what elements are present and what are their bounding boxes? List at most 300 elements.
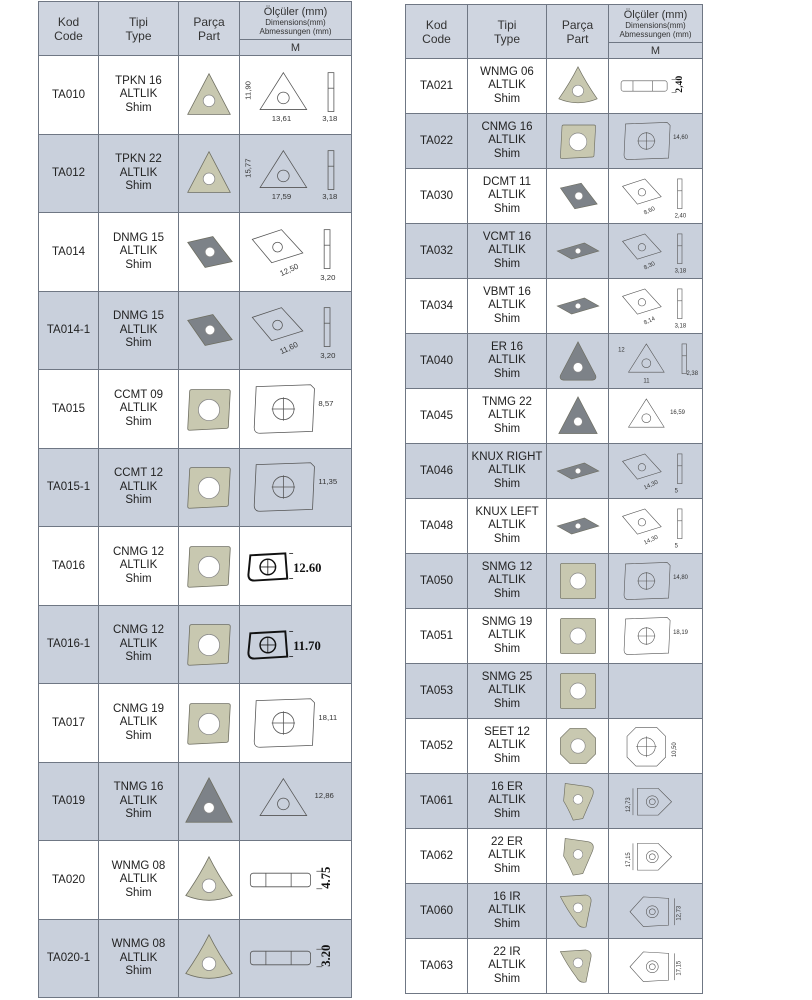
type-line: Shim [493,202,521,215]
part-image-cell [179,56,240,135]
header-part [547,5,609,59]
er-shim-shim-picture [554,832,602,880]
table-row [406,59,703,114]
dimension-value: 12,86 [313,791,334,801]
dimension-value: 12,73 [676,905,683,921]
ir-shim-shim-picture [554,887,602,935]
table-row [406,554,703,609]
dimension-drawing-cell [609,389,703,444]
dimension-drawing-cell [609,279,703,334]
part-image-cell [179,370,240,449]
dimension-value: 3,20 [319,351,335,361]
dimension-drawing-cell [609,224,703,279]
type-line: CNMG 12 [112,624,165,636]
type-line: Shim [493,257,521,270]
dimension-value: 14,30 [642,534,659,547]
type-line: ALTLIK [119,166,158,179]
triangle-hole-shim-picture [180,144,238,202]
table-row [406,774,703,829]
dimension-value: 13,61 [271,113,291,123]
product-type [468,884,547,939]
table-row [39,370,352,449]
dimension-drawing-cell [609,59,703,114]
table-row [406,939,703,994]
header-code-en: Code [422,31,451,46]
dimension-value: 4.75 [318,866,333,889]
dimension-value: 11,35 [317,477,337,487]
type-line: Shim [493,862,521,875]
table-row [39,291,352,370]
header-dim-m: M [609,43,703,59]
dimension-value: 8,14 [642,316,656,327]
part-image-cell [179,527,240,606]
type-line: ALTLIK [119,637,158,650]
table-row [406,279,703,334]
type-line: WNMG 08 [111,859,166,872]
product-code: TA020-1 [39,919,99,998]
type-line: Shim [493,422,521,435]
type-line: Shim [493,312,521,325]
type-line: 22 IR [493,945,521,958]
header-dim-tr: Ölçüler (mm) [263,5,328,18]
part-image-cell [547,609,609,664]
dimension-value: 18,19 [672,629,688,636]
square-drawing [242,375,350,443]
header-code-tr: Kod [57,14,80,29]
product-code: TA010 [39,56,99,135]
product-type [99,291,179,370]
dimension-drawing-cell [609,444,703,499]
header-type-tr: Tipi [129,14,148,29]
dimension-value: 14,30 [642,479,659,492]
type-line: 16 ER [491,780,523,793]
type-line: Shim [493,367,521,380]
dimension-value: 3,20 [319,272,335,282]
part-image-cell [179,213,240,292]
type-line: Shim [493,587,521,600]
part-image-cell [547,719,609,774]
square-drawing [242,689,350,757]
product-code: TA016-1 [39,605,99,684]
dimension-drawing-cell [609,939,703,994]
product-code: TA046 [406,444,468,499]
type-line: Shim [493,92,521,105]
part-image-cell [547,169,609,224]
type-line: CCMT 09 [114,388,163,401]
product-type [99,213,179,292]
table-row [406,169,703,224]
product-code: TA030 [406,169,468,224]
square-drawing-bold [242,610,350,678]
type-line: Shim [125,572,152,585]
product-type [468,939,547,994]
type-line: ALTLIK [488,134,526,147]
type-line: ALTLIK [488,904,526,917]
dimension-value: 2,40 [673,75,685,93]
header-type-tr: Tipi [497,17,517,32]
type-line: Shim [493,972,521,985]
table-row [39,605,352,684]
header-part [179,2,240,56]
part-image-cell [179,291,240,370]
product-type [468,719,547,774]
dimension-drawing-cell [240,213,352,292]
triangle-dark-shim-picture [180,772,238,830]
dimension-value: 15,77 [242,158,252,179]
product-code: TA062 [406,829,468,884]
product-code: TA061 [406,774,468,829]
square-hole-shim-picture [180,380,238,438]
part-image-cell [547,499,609,554]
part-image-cell [179,605,240,684]
product-code: TA052 [406,719,468,774]
type-line: Shim [493,642,521,655]
type-line: ALTLIK [488,79,526,92]
type-line: ALTLIK [488,849,526,862]
type-line: Shim [493,752,521,765]
type-line: ALTLIK [119,480,158,493]
type-line: ALTLIK [488,519,526,532]
type-line: Shim [125,337,152,349]
part-image-cell [547,829,609,884]
dimension-value: 14,80 [672,574,688,581]
table-row [406,224,703,279]
type-line: KNUX RIGHT [471,450,543,463]
rhombus-dark-shim-picture [180,301,238,359]
none [611,665,701,717]
header-dimensions [609,5,703,43]
product-code: TA060 [406,884,468,939]
square-drawing [611,115,701,167]
type-line: Shim [125,180,152,192]
right-table-body [406,59,703,994]
type-line: ALTLIK [488,794,526,807]
dimension-value: 8,60 [642,206,656,217]
dimension-value: 11,60 [277,340,299,357]
dimension-drawing-cell [240,841,352,920]
part-image-cell [547,389,609,444]
type-line: ALTLIK [488,299,526,312]
part-image-cell [547,554,609,609]
type-line: ALTLIK [488,354,526,367]
type-line: ALTLIK [488,684,526,697]
dimension-value: 17,15 [625,852,632,868]
trigon-hole-shim-picture [554,62,602,110]
trigon-hole-shim-picture [180,851,238,909]
er-drawing [611,775,701,827]
header-type-en: Type [125,28,152,43]
dimension-value: 2,38 [685,371,698,378]
rhombus-drawing [611,445,701,497]
header-type [468,5,547,59]
square-drawing [611,610,701,662]
dimension-drawing-cell [609,169,703,224]
dimension-drawing-cell [240,370,352,449]
type-line: ALTLIK [488,464,526,477]
type-line: Shim [125,651,152,663]
type-line: Shim [493,532,521,545]
product-type [99,841,179,920]
part-image-cell [547,664,609,719]
type-line: Shim [125,258,152,271]
table-row [39,919,352,998]
product-code: TA020 [39,841,99,920]
type-line: ALTLIK [119,794,158,807]
thin-rhombus-shim-picture [554,447,602,495]
type-line: CCMT 12 [114,467,163,479]
ir-drawing [611,885,701,937]
table-row [406,499,703,554]
type-line: ALTLIK [119,559,158,571]
product-code: TA014-1 [39,291,99,370]
type-line: TPKN 22 [115,153,162,165]
square-flat-shim-picture [554,557,602,605]
product-type [468,59,547,114]
ir-drawing [611,940,701,992]
dimension-drawing-cell [609,884,703,939]
dimension-value: 12.60 [292,560,321,575]
part-image-cell [179,841,240,920]
dimension-value: 10,50 [671,742,678,758]
type-line: CNMG 16 [481,120,533,133]
part-image-cell [547,939,609,994]
thin-rhombus-shim-picture [554,502,602,550]
square-hole-shim-picture [180,694,238,752]
product-code: TA017 [39,684,99,763]
dimension-drawing-cell [609,114,703,169]
square-drawing [611,555,701,607]
part-image-cell [547,59,609,114]
header-code-en: Code [54,28,83,43]
type-line: TNMG 16 [113,781,164,793]
part-image-cell [179,762,240,841]
type-line: Shim [125,494,152,506]
dimension-value: 11.70 [292,639,321,654]
header-type-en: Type [493,31,520,46]
square-hole-shim-picture [180,458,238,516]
part-image-cell [179,684,240,763]
table-row [39,762,352,841]
triangle-drawing [242,139,350,207]
type-line: Shim [493,917,521,930]
dimension-drawing-cell [240,134,352,213]
left-table-body [39,56,352,998]
side-bar-drawing [242,924,350,992]
dimension-value: 3,18 [674,268,686,275]
dimension-value: 17,15 [676,960,683,976]
type-line: SNMG 19 [481,615,533,628]
product-type [468,224,547,279]
type-line: ER 16 [491,340,523,353]
part-image-cell [547,334,609,389]
dimension-value: 18,11 [317,712,337,722]
product-code: TA016 [39,527,99,606]
header-part-tr: Parça [193,14,225,29]
octagon-shim-picture [554,722,602,770]
type-line: ALTLIK [119,88,158,100]
dimension-drawing-cell [609,664,703,719]
product-code: TA053 [406,664,468,719]
square-drawing-bold [242,532,350,600]
type-line: 22 ER [491,835,523,848]
type-line: TNMG 22 [482,395,532,408]
header-dim-en: Dimensions(mm) [265,17,326,27]
table-row [39,213,352,292]
header-dim-de: Abmessungen (mm) [259,26,332,36]
rhombus-drawing [242,296,350,364]
product-type [99,448,179,527]
header-dim-en: Dimensions(mm) [625,20,686,30]
triangle-hole-shim-picture [180,66,238,124]
dimension-value: 12 [617,347,625,354]
type-line: Shim [493,697,521,710]
rhombus-dark-shim-picture [554,172,602,220]
type-line: ALTLIK [488,244,526,257]
product-type [468,664,547,719]
table-row [406,829,703,884]
part-image-cell [179,919,240,998]
type-line: Shim [125,101,152,114]
product-type [99,370,179,449]
dimension-drawing-cell [609,719,703,774]
dimension-value: 11 [642,378,650,385]
product-type [468,279,547,334]
table-row [406,609,703,664]
product-type [468,609,547,664]
product-code: TA015-1 [39,448,99,527]
product-type [468,829,547,884]
type-line: ALTLIK [119,873,158,885]
type-line: Shim [125,415,152,428]
table-row [39,56,352,135]
square-flat-shim-picture [554,612,602,660]
product-type [99,762,179,841]
product-code: TA034 [406,279,468,334]
rhombus-drawing [611,280,701,332]
dimension-drawing-cell [609,829,703,884]
dimension-value: 3,18 [321,192,337,202]
dimension-drawing-cell [609,499,703,554]
product-code: TA012 [39,134,99,213]
product-type [468,114,547,169]
product-code: TA014 [39,213,99,292]
type-line: ALTLIK [119,245,158,257]
part-image-cell [547,114,609,169]
table-row [406,884,703,939]
side-bar-drawing [242,846,350,914]
type-line: VCMT 16 [482,230,532,243]
table-row [406,719,703,774]
part-image-cell [547,279,609,334]
table-row [406,334,703,389]
dimension-value: 3.20 [318,944,333,967]
er-shim-shim-picture [554,777,602,825]
type-line: 16 IR [493,890,521,903]
part-image-cell [547,774,609,829]
dimension-drawing-cell [240,605,352,684]
type-line: Shim [493,477,521,490]
type-line: SNMG 25 [481,670,533,683]
dimension-value: 2,40 [674,213,686,220]
header-type [99,2,179,56]
type-line: SEET 12 [484,725,530,738]
octagon-drawing [611,720,701,772]
type-line: TPKN 16 [115,74,162,87]
type-line: DNMG 15 [112,231,165,244]
type-line: ALTLIK [119,951,158,964]
dimension-drawing-cell [609,554,703,609]
product-type [99,605,179,684]
dimension-value: 3,18 [674,323,686,330]
product-type [99,919,179,998]
table-row [39,134,352,213]
header-part-tr: Parça [561,17,594,32]
dimension-value: 12,73 [625,797,632,813]
product-type [99,684,179,763]
table-row [406,389,703,444]
dimension-drawing-cell [240,56,352,135]
product-type [468,444,547,499]
table-row [406,664,703,719]
header-code [406,5,468,59]
dimension-value: 5 [674,543,678,550]
type-line: CNMG 19 [112,702,165,715]
part-image-cell [179,448,240,527]
dimension-value: 12,50 [277,261,300,278]
er-drawing [611,830,701,882]
dimension-drawing-cell [609,609,703,664]
dimension-value: 14,60 [672,134,688,141]
header-dimensions [240,2,352,40]
product-type [99,134,179,213]
dimension-drawing-cell [240,762,352,841]
dimension-value: 8,57 [317,398,333,408]
part-image-cell [179,134,240,213]
table-row [406,444,703,499]
product-type [99,56,179,135]
triangle-drawing [242,61,350,129]
product-code: TA051 [406,609,468,664]
type-line: Shim [493,807,521,820]
dimension-value: 3,18 [321,113,337,123]
header-dim-m: M [240,40,352,56]
dimension-drawing-cell [240,684,352,763]
triangle-drawing [611,390,701,442]
product-code: TA015 [39,370,99,449]
triangle-drawing [242,767,350,835]
type-line: VBMT 16 [483,285,531,298]
left-catalog-table [38,1,352,998]
type-line: ALTLIK [119,716,158,728]
product-type [468,554,547,609]
product-type [468,389,547,444]
part-image-cell [547,224,609,279]
type-line: DNMG 15 [112,310,165,322]
square-hole-shim-picture [554,117,602,165]
type-line: DCMT 11 [482,175,532,188]
side-bar-drawing [611,60,701,112]
header-dim-de: Abmessungen (mm) [619,29,692,39]
product-type [468,169,547,224]
right-catalog-table [405,4,703,994]
thin-rhombus-shim-picture [554,227,602,275]
triangle-dark-shim-picture [554,392,602,440]
dimension-value: 17,59 [271,192,291,202]
type-line: WNMG 08 [111,938,166,950]
product-code: TA045 [406,389,468,444]
type-line: ALTLIK [488,629,526,642]
rhombus-drawing [611,500,701,552]
